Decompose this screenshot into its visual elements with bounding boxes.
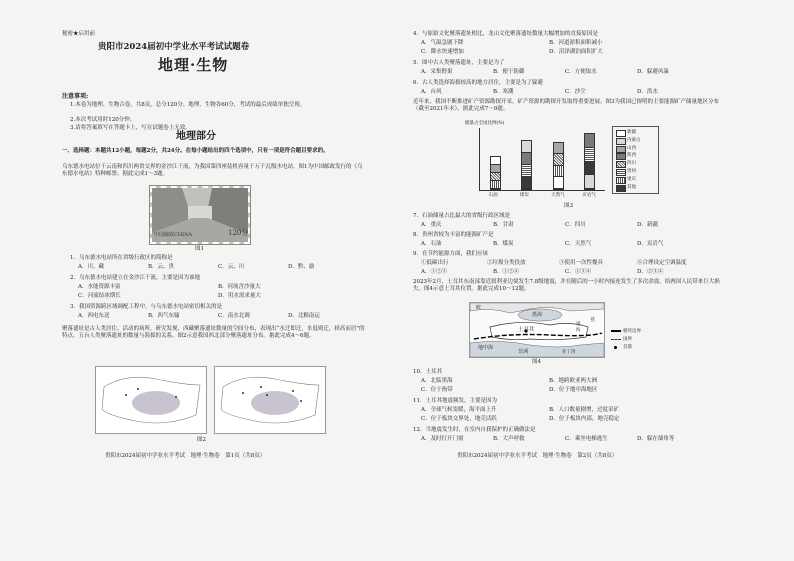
chart-legend-swatch	[616, 138, 626, 145]
option: B．大声呼救	[493, 436, 525, 442]
choice: B．①②④	[493, 269, 520, 275]
question-11: 11．土耳其地震频发，主要是因为	[413, 398, 497, 404]
option: A．川、藏	[78, 264, 104, 270]
legend-border: 国界	[623, 337, 632, 342]
footer-right: 贵阳市2024届初中学业水平考试 地理·生物卷 第2页（共8页）	[457, 453, 618, 459]
confidential-label: 秘密★启用前	[62, 31, 96, 37]
section-title: 地理部分	[176, 131, 216, 142]
option: D．用水需求量大	[218, 293, 261, 299]
option: C．位于热带	[421, 387, 453, 393]
question-5: 5．图中古人类聚落遗址，主要是为了	[413, 60, 505, 66]
map-label-caspian-2: 海	[576, 328, 581, 333]
option: D．洪水	[637, 89, 658, 95]
option: C．南水北调	[218, 313, 250, 319]
option: A．采集野果	[421, 69, 453, 75]
chart-bar-segment	[491, 173, 500, 181]
option: A．气温急剧下降	[421, 40, 464, 46]
option: D．位于板块内部，地壳稳定	[549, 416, 620, 422]
option: ④合理设定空调温度	[637, 260, 687, 266]
map-legend	[611, 328, 651, 356]
intro-text-4: 2023年2月，土耳其东南部靠近叙利亚边境发生7.8级地震，并在随后的一小时内接连发生了多次余震。给两国人民带来巨大损失。图4示意土耳其位置。据此完成10～12题。	[413, 279, 720, 292]
page-right	[397, 0, 794, 561]
stamp-country: 中国邮政CHINA	[154, 232, 193, 238]
fig2-caption: 图2	[197, 437, 206, 443]
notes-item: 3.请将答案填写在答题卡上，写在试题卷上无效。	[70, 125, 191, 131]
option: D．新疆	[637, 222, 658, 228]
option: D．躲在墙角等	[637, 436, 675, 442]
chart-legend-label: 新疆	[627, 130, 636, 135]
option: ①低碳出行	[421, 260, 449, 266]
chart-bar-segment	[522, 153, 531, 165]
chart-legend-swatch	[616, 153, 626, 160]
chart-legend-label: 重庆	[627, 176, 636, 182]
option: B．便于防御	[493, 69, 525, 75]
option: C．位于板块交界处，地壳活跃	[421, 416, 497, 422]
option: C．云、川	[218, 264, 245, 270]
question-4: 4．与原始文化聚落遗址相比，龙山文化聚落遗址数量大幅增加的直接原因是	[413, 31, 599, 37]
option: C．天然气	[565, 241, 592, 247]
chart-legend-swatch	[616, 130, 626, 137]
chart-legend	[612, 126, 659, 194]
question-12: 12．当地震发生时，在室内自我保护的正确做法是	[413, 427, 536, 433]
chart-bar-segment	[522, 165, 531, 177]
question-3: 3．我国资源跨区域调配工程中，与乌东德水电站密切相关的是	[70, 304, 223, 310]
chart-x-axis	[479, 192, 604, 200]
question-9: 9．在节约能源方面，我们应该	[413, 251, 489, 257]
map-left	[95, 366, 207, 434]
chart-bar-segment	[522, 177, 531, 189]
chart-legend-label: 贵州	[627, 169, 636, 174]
map-label-blacksea: 黑海	[532, 312, 543, 318]
chart-x-tick-label: 石油	[488, 193, 498, 198]
fig3-caption: 图3	[564, 203, 573, 209]
chart-legend-label: 其他	[627, 184, 636, 190]
question-8: 8．贵州省较为丰富的能源矿产是	[413, 232, 494, 238]
chart-legend-label: 四川	[627, 161, 636, 167]
notes-item: 1.本卷为地理、生物合卷，共8页，总分120分。地理、生物各60分，考试的最后成绩单独呈现。	[70, 102, 306, 108]
chart-ylabel: 储量占全国比例(%)	[465, 121, 505, 126]
option: A．全球气候变暖，海平面上升	[421, 407, 497, 413]
question-7: 7．石油储量占比最大的省级行政区域是	[413, 213, 511, 219]
chart-bar-segment	[585, 175, 594, 189]
option: A．及时打开门窗	[421, 436, 464, 442]
intro-text-3: 近年来，我国不断推进矿产资源勘探开采，矿产资源的勘探开发取得重要进展。图3为我国已探明的主要能源矿产储量地区分布（截至2021年末）。据此完成7～9题。	[413, 99, 720, 112]
map-label-turkey: 土耳其	[518, 327, 535, 333]
chart-plot-area	[479, 128, 605, 191]
option: ②垃圾分类投放	[487, 260, 526, 266]
option: A．水能资源丰富	[78, 284, 121, 290]
legend-capital: 首都	[623, 345, 632, 350]
option: D．沼泽湖泊面积扩大	[549, 49, 603, 55]
stamp-value: 120分	[228, 229, 249, 237]
chart-bar-segment	[491, 157, 500, 165]
question-2: 2．乌东德水电站建立在金沙江干流，主要是因为该地	[70, 275, 201, 281]
footer-left: 贵阳市2024届初中学业水平考试 地理·生物卷 第1页（共8页）	[105, 453, 266, 459]
intro-text-2: 聚落遗址是古人类居住、活动的场所，研究发现，西藏聚落遗址数量的空间分布，表现出“水迁即迁，水退则迁，择高而居”的特点。五台人类聚落遗址的数量与海拔的关系，图2示意我国西北部分聚落遗址分布。据此完成4～6题。	[62, 326, 365, 339]
chart-bar-segment	[554, 177, 563, 189]
option: C．降水快速增加	[421, 49, 464, 55]
option: A．石油	[421, 241, 442, 247]
option: D．躲避风暴	[637, 69, 669, 75]
option: B．地跨欧亚两大洲	[549, 378, 598, 384]
map-label-mediterranean: 地中海	[478, 345, 494, 351]
option: C．河流结冰期长	[78, 293, 121, 299]
chart-x-tick-label: 页岩气	[582, 193, 596, 198]
choice: C．①③④	[565, 269, 592, 275]
chart-bar	[490, 156, 501, 190]
chart-legend-swatch	[616, 146, 626, 153]
option: A．重庆	[421, 222, 442, 228]
option: B．人口数量剧增，过度采矿	[549, 407, 620, 413]
chart-bar	[553, 142, 564, 190]
option: C．乘坐电梯逃生	[565, 436, 608, 442]
option: B．河流含沙量大	[218, 284, 261, 290]
part1-heading: 一、选择题：本题共12小题，每题2分，共24分。在每小题给出的四个选项中，只有一项是符合题目要求的。	[62, 148, 329, 154]
notes-item: 2.本次考试用时120分钟。	[70, 117, 136, 123]
chart-legend-swatch	[616, 185, 626, 192]
map-label-caspian-1: 里	[576, 322, 581, 327]
chart-legend-label: 陕西	[627, 153, 636, 159]
option: B．甘肃	[493, 222, 514, 228]
chart-bar-segment	[585, 134, 594, 148]
map-label-gulf: 亚丁湾	[562, 350, 576, 355]
chart-bar-segment	[554, 154, 563, 166]
chart-legend-swatch	[616, 177, 626, 184]
option: B．西气东输	[148, 313, 180, 319]
chart-bar-segment	[491, 165, 500, 173]
legend-plate-boundary-swatch	[611, 330, 621, 332]
map-turkey	[469, 302, 605, 358]
chart-bar-segment	[554, 166, 563, 178]
option: C．四川	[565, 222, 586, 228]
choice: A．①②③	[421, 269, 447, 275]
subject-title: 地理·生物	[158, 56, 229, 74]
intro-text: 乌东德水电站位于云南和四川两省交界的金沙江干流，为我国第四座装机容量千万千瓦级水电站。图1为中国邮政发行的《乌东德水电站》特种邮票。据此完成1～3题。	[62, 164, 363, 177]
option: A．西电东送	[78, 313, 110, 319]
option: B．河道淤积面积减小	[549, 40, 603, 46]
option: D．页岩气	[637, 241, 664, 247]
exam-title: 贵阳市2024届初中学业水平考试试题卷	[98, 42, 250, 52]
choice: D．②③④	[637, 269, 664, 275]
option: B．煤炭	[493, 241, 514, 247]
option: C．沙尘	[565, 89, 586, 95]
chart-bar-segment	[491, 181, 500, 189]
question-1: 1．乌东德水电站所在省级行政区的简称是	[70, 255, 173, 261]
chart-legend-swatch	[616, 161, 626, 168]
option: A．北临黑海	[421, 378, 453, 384]
option: A．台风	[421, 89, 442, 95]
option: D．北粮南运	[288, 313, 320, 319]
chart-bar-segment	[585, 148, 594, 162]
chart-bar	[521, 140, 532, 190]
chart-bar-segment	[585, 162, 594, 176]
chart-legend-label: 内蒙古	[627, 137, 641, 143]
question-10: 10．土耳其	[413, 369, 442, 375]
chart-x-tick-label: 天然气	[551, 193, 565, 198]
question-6: 6．古人类选择海拔较高的地方居住，主要是为了躲避	[413, 80, 544, 86]
chart-legend-swatch	[616, 169, 626, 176]
option: B．云、贵	[148, 264, 175, 270]
chart-bar-segment	[522, 141, 531, 153]
option: D．位于地中海地区	[549, 387, 598, 393]
option: C．方便取水	[565, 69, 597, 75]
option: ③使用一次性餐具	[559, 260, 604, 266]
option: B．寒潮	[493, 89, 514, 95]
map-label-asia: 亚	[590, 317, 596, 323]
map-label-africa: 非洲	[518, 349, 529, 355]
chart-legend-label: 山西	[627, 145, 636, 151]
chart-x-tick-label: 煤炭	[519, 193, 529, 198]
legend-border-swatch	[611, 339, 621, 340]
stamp-image	[150, 186, 250, 244]
legend-plate-boundary: 板块边界	[623, 329, 641, 334]
notes-heading: 注意事项:	[62, 93, 89, 100]
option: D．黔、渝	[288, 264, 315, 270]
legend-capital-swatch	[614, 346, 617, 349]
chart-bar-segment	[554, 143, 563, 155]
fig4-caption: 图4	[532, 359, 541, 365]
map-right	[214, 366, 326, 434]
map-label-europe: 欧	[476, 305, 482, 311]
fig1-caption: 图1	[195, 246, 204, 252]
chart-fig3	[457, 120, 657, 205]
chart-bar	[584, 133, 595, 190]
